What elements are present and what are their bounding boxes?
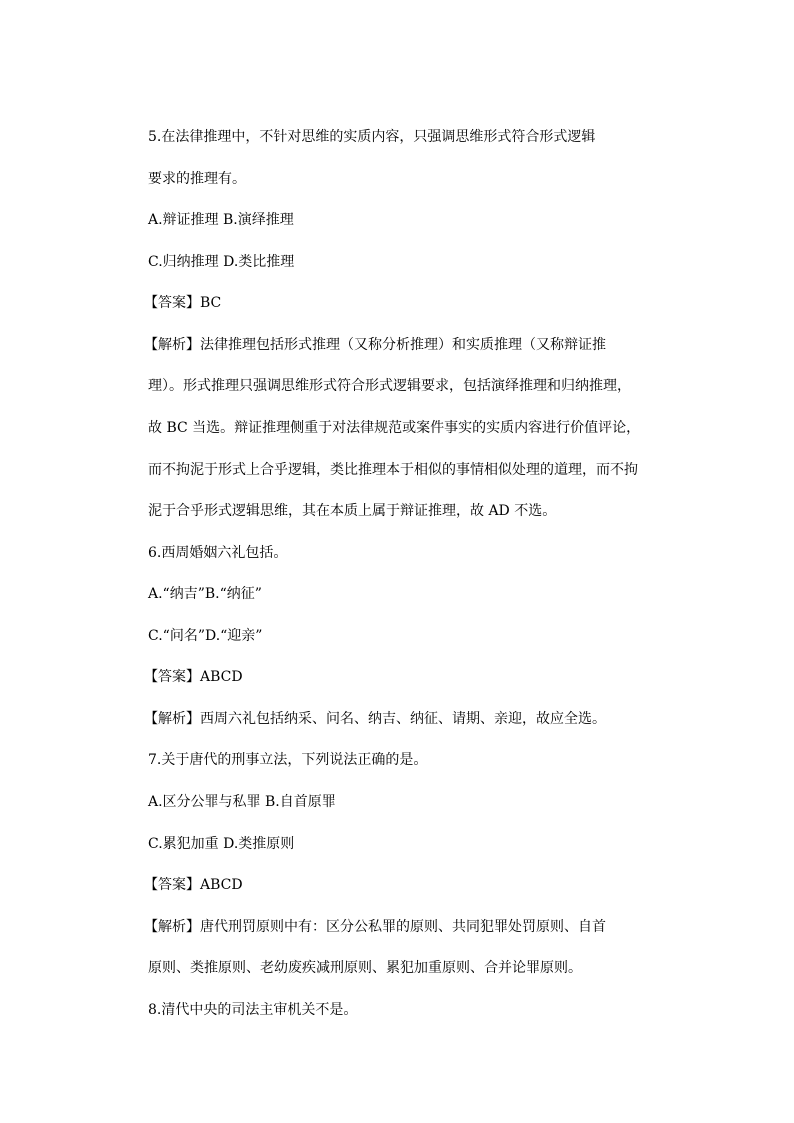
- question-5-options-cd: C.归纳推理 D.类比推理: [148, 253, 295, 270]
- question-7-options-cd: C.累犯加重 D.类推原则: [148, 835, 295, 852]
- question-7-analysis-line-1: 【解析】唐代刑罚原则中有：区分公私罪的原则、共同犯罪处罚原则、自首: [144, 918, 606, 935]
- question-6-options-ab: A.“纳吉”B.“纳征”: [148, 586, 262, 603]
- document-page: [144, 117, 641, 1031]
- question-5-analysis-line-3: 故 BC 当选。辩证推理侧重于对法律规范或案件事实的实质内容进行价值评论，: [148, 419, 641, 436]
- question-7-options-ab: A.区分公罪与私罪 B.自首原罪: [148, 794, 336, 810]
- question-7-stem: 7.关于唐代的刑事立法，下列说法正确的是。: [148, 752, 428, 769]
- question-5-analysis-line-1: 【解析】法律推理包括形式推理（又称分析推理）和实质推理（又称辩证推: [144, 336, 606, 353]
- question-7-answer: 【答案】ABCD: [144, 877, 243, 894]
- question-6-answer: 【答案】ABCD: [144, 669, 243, 686]
- question-7-analysis-line-2: 原则、类推原则、老幼废疾减刑原则、累犯加重原则、合并论罪原则。: [148, 960, 582, 977]
- question-5-stem-line-2: 要求的推理有。: [148, 170, 246, 187]
- question-5-options-ab: A.辩证推理 B.演绎推理: [148, 212, 294, 229]
- question-6-analysis-line-1: 【解析】西周六礼包括纳采、问名、纳吉、纳征、请期、亲迎，故应全选。: [144, 710, 606, 727]
- question-5-analysis-line-5: 泥于合乎形式逻辑思维，其在本质上属于辩证推理，故 AD 不选。: [148, 503, 557, 520]
- question-8-stem: 8.清代中央的司法主审机关不是。: [148, 1001, 358, 1018]
- question-5-analysis-line-2: 理）。形式推理只强调思维形式符合形式逻辑要求，包括演绎推理和归纳推理，: [148, 378, 631, 395]
- question-5-stem-line-1: 5.在法律推理中，不针对思维的实质内容，只强调思维形式符合形式逻辑: [148, 129, 596, 145]
- question-6-options-cd: C.“问名”D.“迎亲”: [148, 627, 263, 644]
- question-5-analysis-line-4: 而不拘泥于形式上合乎逻辑，类比推理本于相似的事情相似处理的道理，而不拘: [148, 461, 638, 478]
- question-6-stem: 6.西周婚姻六礼包括。: [148, 544, 288, 561]
- question-5-answer: 【答案】BC: [144, 295, 222, 312]
